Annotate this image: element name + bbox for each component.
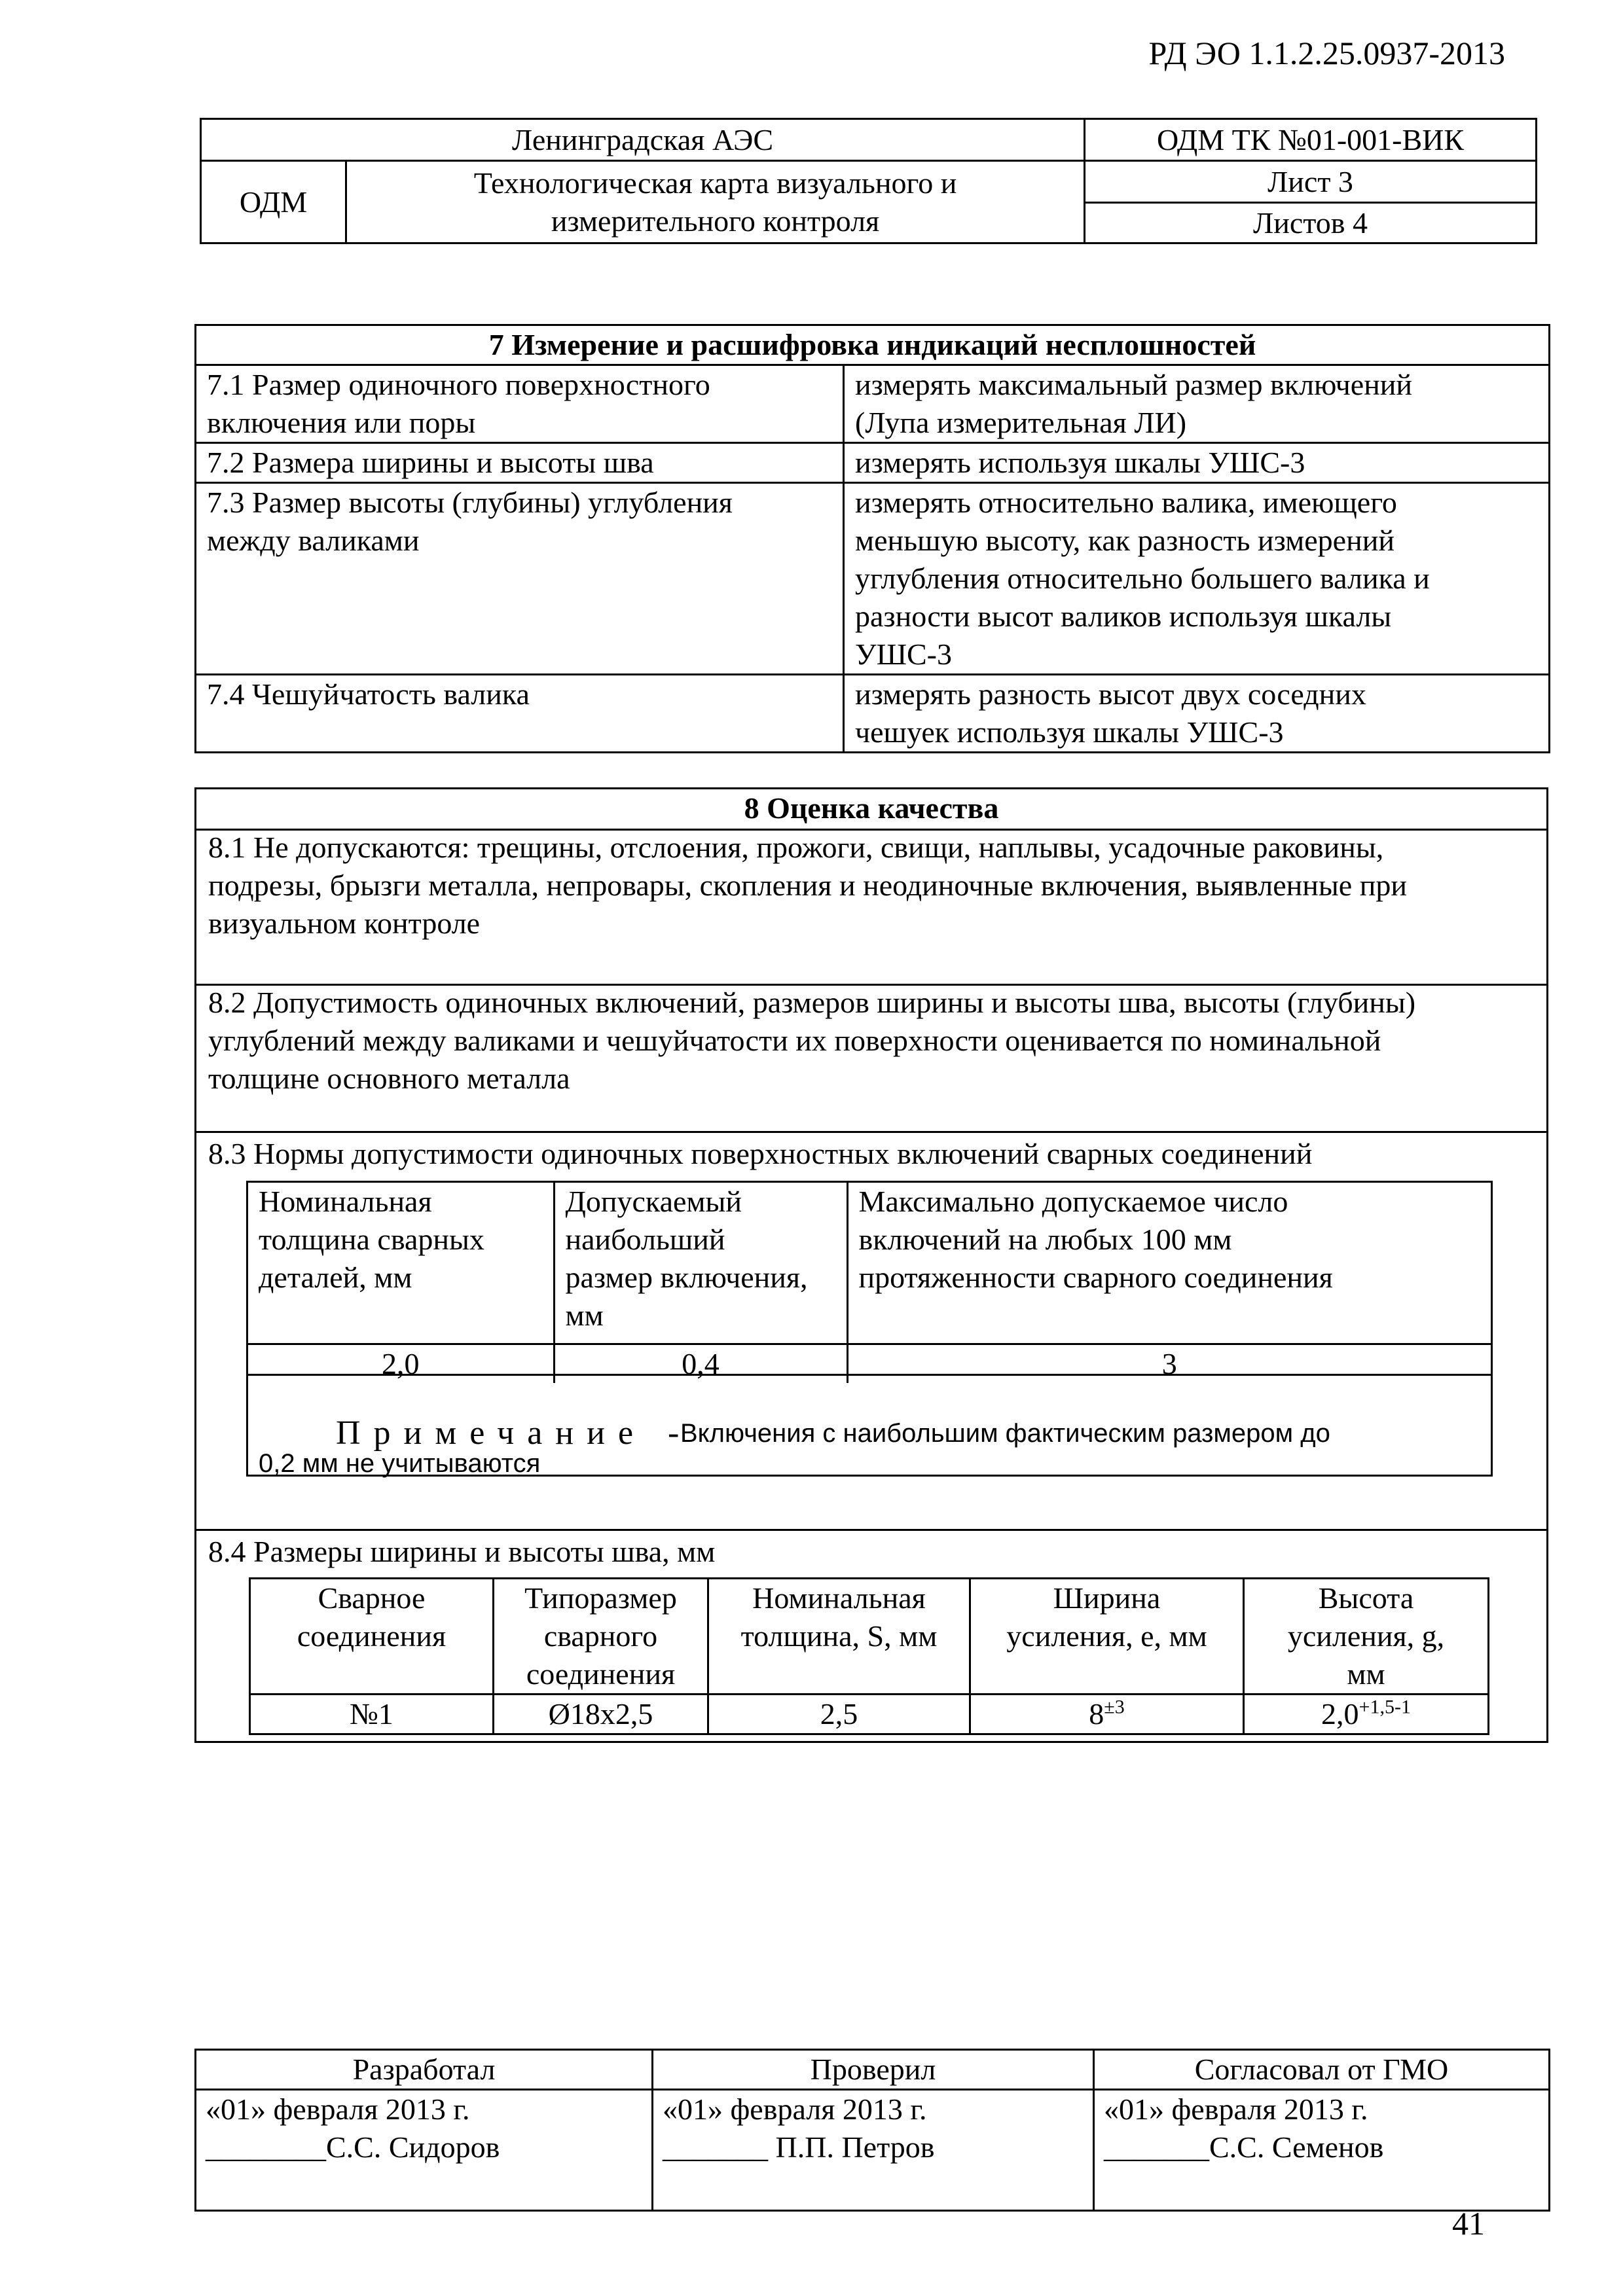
table-row xyxy=(196,2090,1550,2211)
signature-approver: «01» февраля 2013 г. _______С.С. Семенов xyxy=(1094,2090,1550,2211)
paragraph-8-3-title: 8.3 Нормы допустимости одиночных поверхностных включений сварных соединений xyxy=(208,1137,1313,1170)
section-8-title-block xyxy=(196,789,1546,831)
table-row: 2,0 0,4 3 xyxy=(248,1344,1491,1383)
doc-title xyxy=(346,161,1085,243)
param-cell: 7.4 Чешуйчатость валика xyxy=(196,675,844,753)
norms-note xyxy=(248,1374,1491,1477)
weld-header-joint: Сварное соединения xyxy=(250,1579,494,1695)
signature-checker: «01» февраля 2013 г. _______ П.П. Петров xyxy=(653,2090,1094,2211)
param-cell: 7.2 Размера ширины и высоты шва xyxy=(196,443,844,483)
table-row xyxy=(196,443,1550,483)
weld-width-value: $8^{\pm 3}$ xyxy=(970,1695,1244,1734)
page-number: 41 xyxy=(1452,2205,1485,2242)
section-8-frame xyxy=(194,787,1548,1743)
note-label: Примечание - xyxy=(336,1414,693,1452)
note-text-line-1: Включения с наибольшим фактическим размером до xyxy=(680,1419,1330,1448)
table-header-row xyxy=(248,1183,1491,1344)
sheet-number: Лист 3 xyxy=(1085,161,1537,203)
norms-header-thickness: Номинальная толщина сварных деталей, мм xyxy=(248,1183,554,1344)
norms-grid xyxy=(248,1183,1491,1383)
paragraph-8-4 xyxy=(196,1529,1546,1745)
paragraph-8-2: 8.2 Допустимость одиночных включений, размеров ширины и высоты шва, высоты (глубины) углублений между валиками и чешуйчатости их поверхности оценивается по номинальной толщине основного металла xyxy=(196,984,1546,1133)
weld-size-table xyxy=(249,1577,1489,1735)
doc-title-line-1: Технологическая карта визуального и xyxy=(473,166,957,200)
table-row xyxy=(196,675,1550,753)
org-name: Ленинградская АЭС xyxy=(201,119,1085,161)
signature-table xyxy=(194,2049,1550,2212)
document-code: РД ЭО 1.1.2.25.0937-2013 xyxy=(1148,35,1505,71)
norms-table xyxy=(246,1181,1493,1477)
doc-ref-code: ОДМ ТК №01-001-ВИК xyxy=(1085,119,1537,161)
weld-header-size: Типоразмер сварного соединения xyxy=(494,1579,708,1695)
signature-header-approver: Согласовал от ГМО xyxy=(1094,2050,1550,2090)
paragraph-8-3 xyxy=(196,1131,1546,1531)
paragraph-8-1: 8.1 Не допускаются: трещины, отслоения, прожоги, свищи, наплывы, усадочные раковины, подрезы, брызги металла, непровары, скопления и неодиночные включения, выявленные при визуальном контроле xyxy=(196,829,1546,986)
method-cell: измерять относительно валика, имеющего меньшую высоту, как разность измерений углубления относительно большего валика и разности высот валиков используя шкалы УШС-3 xyxy=(844,483,1550,675)
table-header-row xyxy=(250,1579,1489,1695)
method-cell: измерять максимальный размер включений (Лупа измерительная ЛИ) xyxy=(844,365,1550,443)
method-cell: измерять используя шкалы УШС-3 xyxy=(844,443,1550,483)
norms-header-count: Максимально допускаемое число включений на любых 100 мм протяженности сварного соединения xyxy=(847,1183,1491,1344)
param-cell: 7.3 Размер высоты (глубины) углубления между валиками xyxy=(196,483,844,675)
weld-header-height: Высота усиления, g, мм xyxy=(1244,1579,1489,1695)
paragraph-8-4-title: 8.4 Размеры ширины и высоты шва, мм xyxy=(208,1535,716,1568)
table-header-row xyxy=(196,2050,1550,2090)
doc-title-line-2: измерительного контроля xyxy=(551,204,880,238)
signature-header-checker: Проверил xyxy=(653,2050,1094,2090)
weld-header-width: Ширина усиления, е, мм xyxy=(970,1579,1244,1695)
doc-type: ОДМ xyxy=(201,161,346,243)
method-cell: измерять разность высот двух соседних чешуек используя шкалы УШС-3 xyxy=(844,675,1550,753)
weld-height-value: $2,0^{+1,5-1}$ xyxy=(1244,1695,1489,1734)
section-8-title: 8 Оценка качества xyxy=(744,791,999,825)
norms-header-size: Допускаемый наибольший размер включения, мм xyxy=(554,1183,847,1344)
table-row xyxy=(196,483,1550,675)
signature-header-developer: Разработал xyxy=(196,2050,653,2090)
section-7-title: 7 Измерение и расшифровка индикаций несплошностей xyxy=(196,325,1550,365)
signature-developer: «01» февраля 2013 г. ________С.С. Сидоров xyxy=(196,2090,653,2211)
section-7-table xyxy=(194,324,1550,753)
weld-header-thickness: Номинальная толщина, S, мм xyxy=(708,1579,970,1695)
header-stamp xyxy=(200,118,1537,244)
param-cell: 7.1 Размер одиночного поверхностного включения или поры xyxy=(196,365,844,443)
sheet-count: Листов 4 xyxy=(1085,203,1537,243)
table-row: №1 Ø18х2,5 2,5 $8^{\pm 3}$ $2,0^{+1,5-1}$ xyxy=(250,1695,1489,1734)
note-text-line-2: 0,2 мм не учитываются xyxy=(259,1449,541,1478)
table-row xyxy=(196,365,1550,443)
